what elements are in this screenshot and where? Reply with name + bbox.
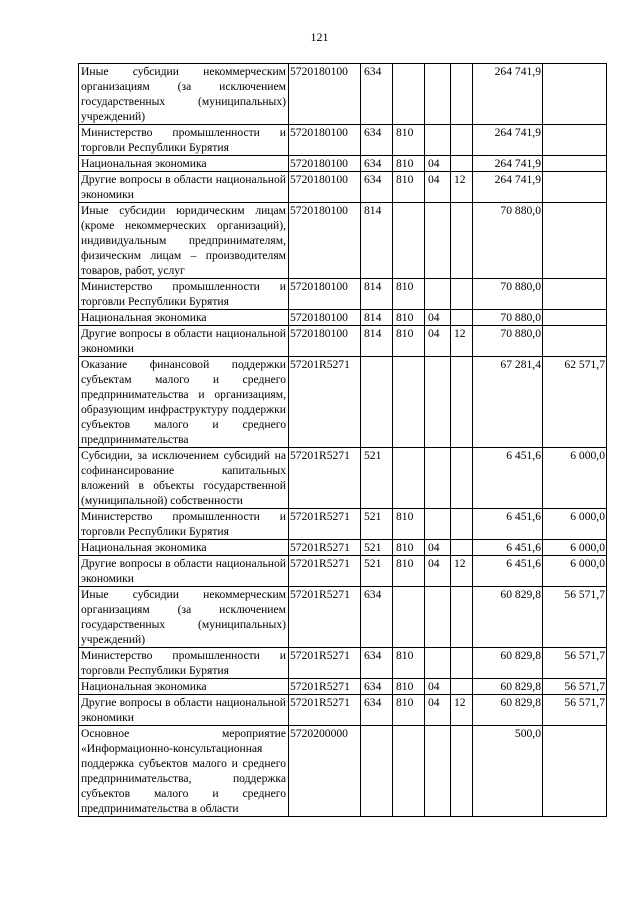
cell-gr bbox=[393, 726, 425, 817]
cell-gr bbox=[393, 357, 425, 448]
cell-sum2 bbox=[543, 172, 607, 203]
cell-gr bbox=[393, 203, 425, 279]
cell-gr: 810 bbox=[393, 509, 425, 540]
cell-sum2 bbox=[543, 310, 607, 326]
cell-sum1: 67 281,4 bbox=[473, 357, 543, 448]
cell-code: 57201R5271 bbox=[289, 556, 361, 587]
cell-gr: 810 bbox=[393, 540, 425, 556]
cell-sum1: 6 451,6 bbox=[473, 540, 543, 556]
cell-sum2 bbox=[543, 156, 607, 172]
cell-rz bbox=[425, 448, 451, 509]
cell-pr bbox=[451, 726, 473, 817]
table-row bbox=[79, 556, 607, 587]
cell-name: Иные субсидии некоммерческим организациям (за исключением государственных (муниципальных) учреждений) bbox=[79, 587, 289, 648]
cell-rz bbox=[425, 357, 451, 448]
cell-vr: 521 bbox=[361, 540, 393, 556]
cell-sum2: 62 571,7 bbox=[543, 357, 607, 448]
cell-sum1: 60 829,8 bbox=[473, 587, 543, 648]
table-body bbox=[79, 64, 607, 817]
cell-rz bbox=[425, 648, 451, 679]
cell-name: Министерство промышленности и торговли Республики Бурятия bbox=[79, 279, 289, 310]
cell-rz: 04 bbox=[425, 310, 451, 326]
cell-sum2 bbox=[543, 279, 607, 310]
cell-code: 57201R5271 bbox=[289, 540, 361, 556]
cell-code: 5720180100 bbox=[289, 64, 361, 125]
cell-code: 5720180100 bbox=[289, 203, 361, 279]
cell-name: Другие вопросы в области национальной экономики bbox=[79, 172, 289, 203]
cell-sum2 bbox=[543, 203, 607, 279]
cell-sum2: 56 571,7 bbox=[543, 648, 607, 679]
cell-sum2: 6 000,0 bbox=[543, 448, 607, 509]
cell-rz bbox=[425, 64, 451, 125]
cell-sum1: 70 880,0 bbox=[473, 326, 543, 357]
cell-sum2: 56 571,7 bbox=[543, 695, 607, 726]
cell-rz: 04 bbox=[425, 156, 451, 172]
cell-sum2: 56 571,7 bbox=[543, 587, 607, 648]
cell-code: 57201R5271 bbox=[289, 448, 361, 509]
cell-pr bbox=[451, 587, 473, 648]
cell-gr: 810 bbox=[393, 695, 425, 726]
cell-rz bbox=[425, 125, 451, 156]
cell-gr: 810 bbox=[393, 310, 425, 326]
cell-pr bbox=[451, 310, 473, 326]
cell-code: 5720180100 bbox=[289, 279, 361, 310]
cell-sum2 bbox=[543, 326, 607, 357]
cell-name: Национальная экономика bbox=[79, 679, 289, 695]
cell-code: 57201R5271 bbox=[289, 679, 361, 695]
cell-pr bbox=[451, 279, 473, 310]
budget-table bbox=[78, 63, 607, 817]
cell-vr: 521 bbox=[361, 556, 393, 587]
cell-rz: 04 bbox=[425, 679, 451, 695]
cell-name: Иные субсидии некоммерческим организациям (за исключением государственных (муниципальных) учреждений) bbox=[79, 64, 289, 125]
cell-sum1: 500,0 bbox=[473, 726, 543, 817]
cell-name: Министерство промышленности и торговли Республики Бурятия bbox=[79, 648, 289, 679]
cell-vr bbox=[361, 357, 393, 448]
cell-name: Другие вопросы в области национальной экономики bbox=[79, 326, 289, 357]
cell-code: 57201R5271 bbox=[289, 509, 361, 540]
cell-vr bbox=[361, 726, 393, 817]
cell-pr: 12 bbox=[451, 695, 473, 726]
cell-sum1: 6 451,6 bbox=[473, 556, 543, 587]
cell-rz bbox=[425, 203, 451, 279]
cell-pr bbox=[451, 156, 473, 172]
cell-code: 57201R5271 bbox=[289, 648, 361, 679]
cell-rz: 04 bbox=[425, 695, 451, 726]
cell-rz: 04 bbox=[425, 172, 451, 203]
page-number: 121 bbox=[310, 30, 329, 44]
cell-vr: 814 bbox=[361, 326, 393, 357]
table-row bbox=[79, 310, 607, 326]
cell-name: Субсидии, за исключением субсидий на софинансирование капитальных вложений в объекты государственной (муниципальной) собственности bbox=[79, 448, 289, 509]
cell-code: 5720180100 bbox=[289, 125, 361, 156]
cell-pr bbox=[451, 64, 473, 125]
cell-gr: 810 bbox=[393, 556, 425, 587]
cell-name: Другие вопросы в области национальной экономики bbox=[79, 556, 289, 587]
table-row bbox=[79, 509, 607, 540]
cell-gr: 810 bbox=[393, 326, 425, 357]
table-row bbox=[79, 125, 607, 156]
cell-rz bbox=[425, 587, 451, 648]
cell-pr bbox=[451, 448, 473, 509]
cell-code: 57201R5271 bbox=[289, 587, 361, 648]
cell-sum1: 264 741,9 bbox=[473, 156, 543, 172]
cell-pr: 12 bbox=[451, 556, 473, 587]
cell-sum1: 70 880,0 bbox=[473, 203, 543, 279]
cell-pr bbox=[451, 203, 473, 279]
cell-code: 5720180100 bbox=[289, 310, 361, 326]
cell-sum1: 60 829,8 bbox=[473, 648, 543, 679]
table-row bbox=[79, 203, 607, 279]
cell-vr: 634 bbox=[361, 172, 393, 203]
cell-code: 5720180100 bbox=[289, 326, 361, 357]
cell-code: 57201R5271 bbox=[289, 695, 361, 726]
table-row bbox=[79, 726, 607, 817]
cell-gr: 810 bbox=[393, 679, 425, 695]
cell-pr bbox=[451, 648, 473, 679]
cell-code: 5720180100 bbox=[289, 172, 361, 203]
cell-name: Другие вопросы в области национальной экономики bbox=[79, 695, 289, 726]
cell-gr bbox=[393, 64, 425, 125]
table-row bbox=[79, 648, 607, 679]
cell-name: Министерство промышленности и торговли Республики Бурятия bbox=[79, 125, 289, 156]
table-row bbox=[79, 279, 607, 310]
cell-sum2: 6 000,0 bbox=[543, 509, 607, 540]
cell-sum1: 70 880,0 bbox=[473, 279, 543, 310]
cell-sum2: 6 000,0 bbox=[543, 540, 607, 556]
cell-vr: 634 bbox=[361, 125, 393, 156]
cell-sum2 bbox=[543, 125, 607, 156]
table-row bbox=[79, 695, 607, 726]
cell-sum1: 264 741,9 bbox=[473, 125, 543, 156]
cell-gr: 810 bbox=[393, 279, 425, 310]
table-row bbox=[79, 156, 607, 172]
cell-vr: 634 bbox=[361, 64, 393, 125]
cell-name: Оказание финансовой поддержки субъектам малого и среднего предпринимательства и организациям, образующим инфраструктуру поддержки субъектов малого и среднего предпринимательства bbox=[79, 357, 289, 448]
cell-name: Национальная экономика bbox=[79, 156, 289, 172]
cell-rz bbox=[425, 509, 451, 540]
cell-vr: 634 bbox=[361, 648, 393, 679]
table-row bbox=[79, 540, 607, 556]
cell-pr bbox=[451, 125, 473, 156]
table-row bbox=[79, 172, 607, 203]
cell-pr: 12 bbox=[451, 326, 473, 357]
cell-vr: 814 bbox=[361, 310, 393, 326]
cell-sum1: 60 829,8 bbox=[473, 679, 543, 695]
cell-vr: 521 bbox=[361, 509, 393, 540]
cell-code: 5720180100 bbox=[289, 156, 361, 172]
cell-vr: 634 bbox=[361, 695, 393, 726]
cell-rz: 04 bbox=[425, 540, 451, 556]
cell-gr: 810 bbox=[393, 648, 425, 679]
table-row bbox=[79, 587, 607, 648]
cell-sum2: 56 571,7 bbox=[543, 679, 607, 695]
cell-sum2 bbox=[543, 64, 607, 125]
table-row bbox=[79, 357, 607, 448]
cell-gr bbox=[393, 587, 425, 648]
cell-pr bbox=[451, 679, 473, 695]
cell-pr: 12 bbox=[451, 172, 473, 203]
cell-sum1: 264 741,9 bbox=[473, 64, 543, 125]
cell-rz bbox=[425, 726, 451, 817]
cell-gr bbox=[393, 448, 425, 509]
cell-name: Национальная экономика bbox=[79, 540, 289, 556]
cell-gr: 810 bbox=[393, 156, 425, 172]
table-row bbox=[79, 326, 607, 357]
cell-name: Иные субсидии юридическим лицам (кроме некоммерческих организаций), индивидуальным предпринимателям, физическим лицам – производителям товаров, работ, услуг bbox=[79, 203, 289, 279]
cell-vr: 634 bbox=[361, 156, 393, 172]
cell-vr: 814 bbox=[361, 203, 393, 279]
cell-gr: 810 bbox=[393, 125, 425, 156]
cell-sum1: 6 451,6 bbox=[473, 448, 543, 509]
cell-sum1: 6 451,6 bbox=[473, 509, 543, 540]
table-row bbox=[79, 679, 607, 695]
cell-sum1: 264 741,9 bbox=[473, 172, 543, 203]
cell-gr: 810 bbox=[393, 172, 425, 203]
cell-sum1: 70 880,0 bbox=[473, 310, 543, 326]
table-row bbox=[79, 448, 607, 509]
cell-code: 5720200000 bbox=[289, 726, 361, 817]
cell-name: Национальная экономика bbox=[79, 310, 289, 326]
cell-sum2 bbox=[543, 726, 607, 817]
cell-pr bbox=[451, 509, 473, 540]
cell-vr: 634 bbox=[361, 679, 393, 695]
cell-pr bbox=[451, 540, 473, 556]
cell-sum1: 60 829,8 bbox=[473, 695, 543, 726]
cell-vr: 814 bbox=[361, 279, 393, 310]
cell-rz bbox=[425, 279, 451, 310]
cell-vr: 634 bbox=[361, 587, 393, 648]
cell-name: Основное мероприятие «Информационно-консультационная поддержка субъектов малого и среднего предпринимательства, поддержка субъектов малого и среднего предпринимательства в области bbox=[79, 726, 289, 817]
cell-code: 57201R5271 bbox=[289, 357, 361, 448]
cell-pr bbox=[451, 357, 473, 448]
cell-sum2: 6 000,0 bbox=[543, 556, 607, 587]
cell-vr: 521 bbox=[361, 448, 393, 509]
table-row bbox=[79, 64, 607, 125]
cell-rz: 04 bbox=[425, 326, 451, 357]
cell-rz: 04 bbox=[425, 556, 451, 587]
cell-name: Министерство промышленности и торговли Республики Бурятия bbox=[79, 509, 289, 540]
